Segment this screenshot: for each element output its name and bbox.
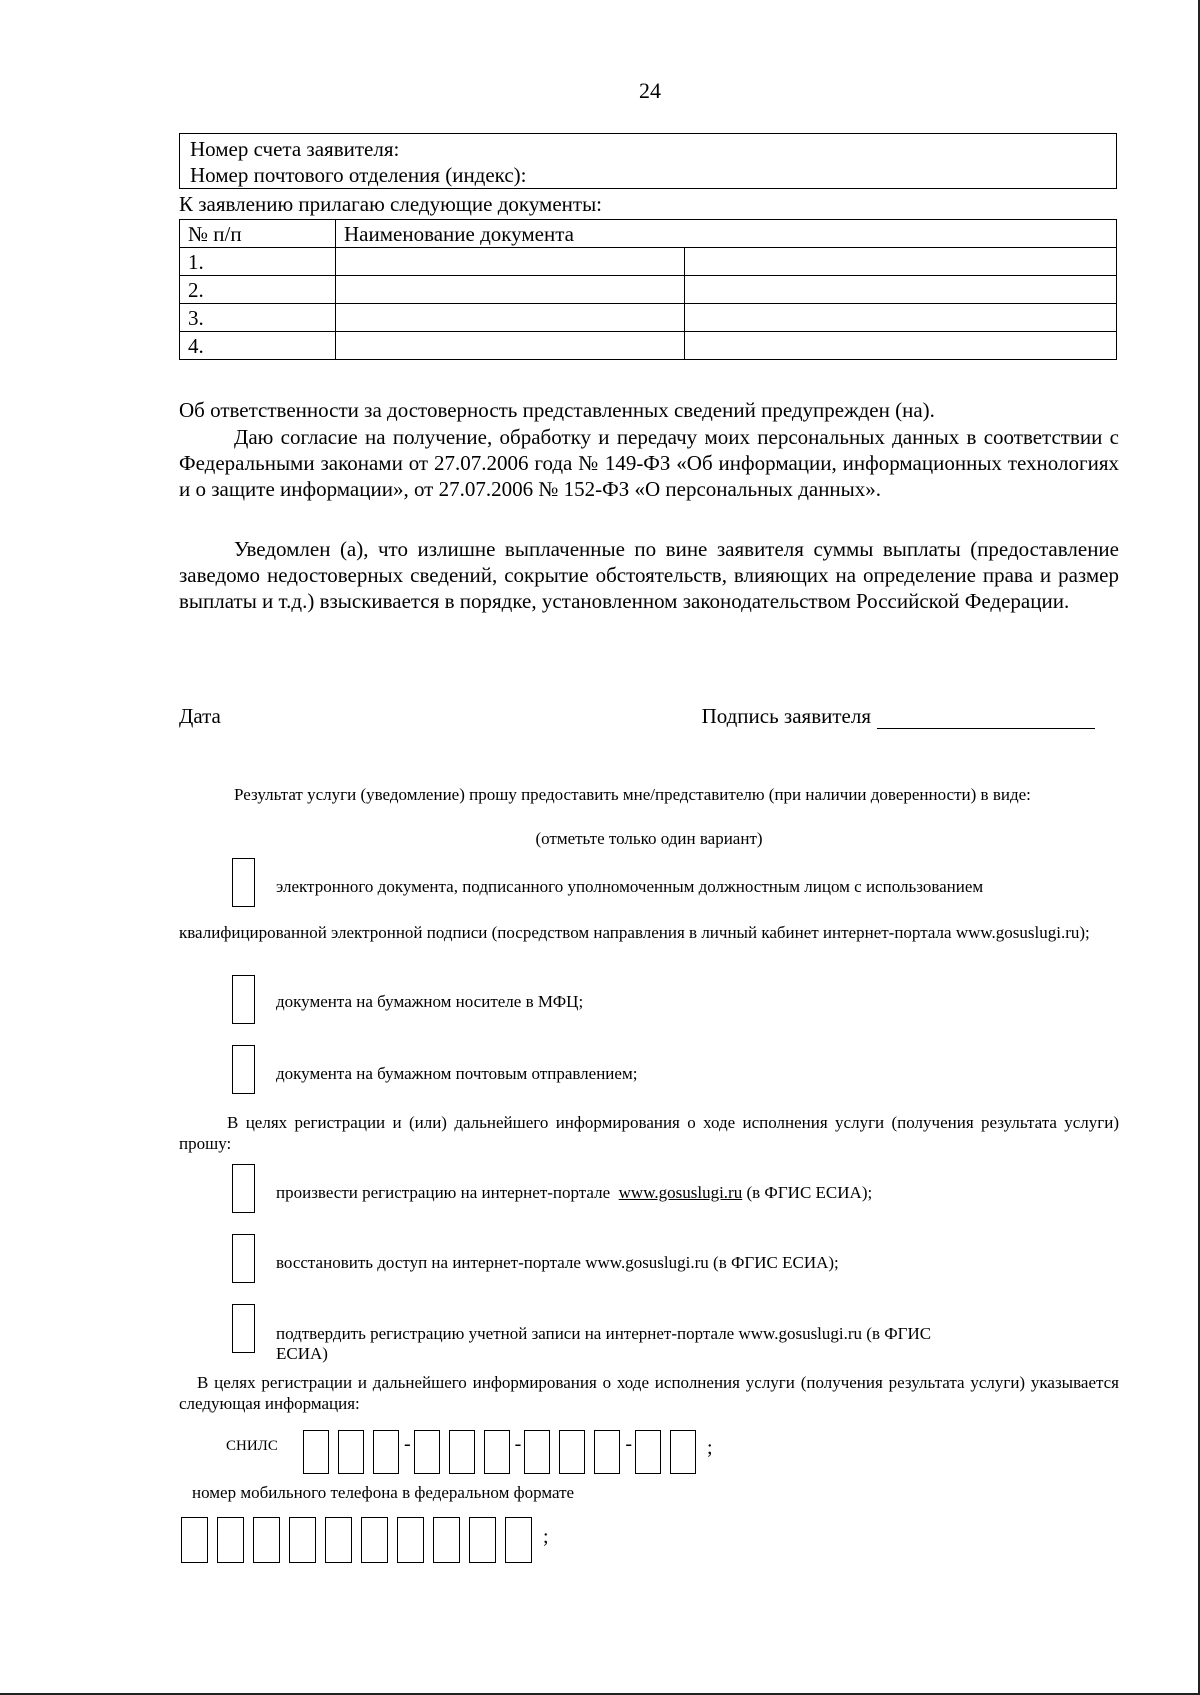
option-register-suffix: (в ФГИС ЕСИА); [746, 1183, 873, 1202]
row-number: 2. [180, 276, 336, 304]
option-register [276, 1182, 872, 1203]
phone-digit-cell[interactable] [289, 1517, 316, 1563]
option-restore: восстановить доступ на интернет-портале www.gosuslugi.ru (в ФГИС ЕСИА); [276, 1253, 839, 1272]
attachments-label: К заявлению прилагаю следующие документы: [179, 192, 603, 216]
phone-digit-cell[interactable] [361, 1517, 388, 1563]
row-number: 3. [180, 304, 336, 332]
option-confirm-line1: подтвердить регистрацию учетной записи на интернет-портале www.gosuslugi.ru (в ФГИС [276, 1324, 932, 1343]
snils-separator: - [404, 1433, 411, 1455]
table-row [180, 304, 1117, 332]
phone-label: номер мобильного телефона в федеральном формате [192, 1483, 575, 1502]
document-name-cell[interactable] [336, 276, 685, 304]
document-name-cell[interactable] [336, 248, 685, 276]
phone-digit-cell[interactable] [469, 1517, 496, 1563]
snils-digit-cell[interactable] [594, 1430, 620, 1474]
snils-digit-cell[interactable] [449, 1430, 475, 1474]
applicant-info-box [179, 133, 1117, 189]
option-electronic-line1: электронного документа, подписанного уполномоченным должностным лицом с использованием [276, 877, 984, 896]
snils-digit-cell[interactable] [338, 1430, 364, 1474]
document-name-cell[interactable] [336, 332, 685, 360]
single-option-hint: (отметьте только один вариант) [535, 829, 763, 848]
phone-digit-cell[interactable] [325, 1517, 352, 1563]
info-intro: В целях регистрации и дальнейшего информирования о ходе исполнения услуги (получения результата услуги) указывается следующая информация: [179, 1373, 1119, 1413]
mfc-paper-checkbox[interactable] [232, 975, 255, 1024]
phone-digit-cell[interactable] [253, 1517, 280, 1563]
date-label: Дата [179, 704, 221, 728]
result-intro: Результат услуги (уведомление) прошу предоставить мне/представителю (при наличии доверенности) в виде: [234, 785, 1031, 804]
notification-paragraph: Уведомлен (а), что излишне выплаченные по вине заявителя суммы выплаты (предоставление заведомо недостоверных сведений, сокрытие обстоятельств, влияющих на определение права и размер выплаты и т.д.) взыскивается в порядке, установленном законодательством Российской Федерации. [179, 537, 1119, 613]
signature-field [702, 703, 1095, 729]
document-extra-cell[interactable] [685, 276, 1117, 304]
page-number: 24 [639, 78, 661, 103]
snils-digit-cell[interactable] [670, 1430, 696, 1474]
option-register-text: произвести регистрацию на интернет-портале [276, 1183, 611, 1202]
phone-digit-cell[interactable] [181, 1517, 208, 1563]
snils-digit-cell[interactable] [414, 1430, 440, 1474]
document-extra-cell[interactable] [685, 304, 1117, 332]
responsibility-statement: Об ответственности за достоверность представленных сведений предупрежден (на). [179, 398, 935, 422]
signature-label: Подпись заявителя [701, 704, 871, 728]
phone-digit-cell[interactable] [397, 1517, 424, 1563]
snils-digit-cell[interactable] [635, 1430, 661, 1474]
option-confirm-line2: ЕСИА) [276, 1344, 328, 1363]
document-extra-cell[interactable] [685, 248, 1117, 276]
phone-digit-cell[interactable] [433, 1517, 460, 1563]
electronic-document-checkbox[interactable] [232, 858, 255, 907]
post-paper-checkbox[interactable] [232, 1045, 255, 1094]
row-number: 4. [180, 332, 336, 360]
snils-terminator: ; [707, 1437, 713, 1459]
col-number-header: № п/п [180, 220, 336, 248]
row-number: 1. [180, 248, 336, 276]
snils-separator: - [514, 1433, 522, 1455]
confirm-registration-checkbox[interactable] [232, 1304, 255, 1353]
col-name-header: Наименование документа [336, 220, 1117, 248]
table-row [180, 248, 1117, 276]
snils-digit-cell[interactable] [559, 1430, 585, 1474]
document-name-cell[interactable] [336, 304, 685, 332]
option-electronic-line2: квалифицированной электронной подписи (посредством направления в личный кабинет интернет-портала www.gosuslugi.ru); [179, 923, 1090, 942]
phone-input[interactable] [181, 1513, 549, 1563]
snils-separator: - [625, 1433, 633, 1455]
table-row [180, 332, 1117, 360]
attachments-table [179, 219, 1117, 360]
phone-digit-cell[interactable] [217, 1517, 244, 1563]
option-mfc: документа на бумажном носителе в МФЦ; [276, 992, 584, 1011]
phone-digit-cell[interactable] [505, 1517, 532, 1563]
snils-digit-cell[interactable] [373, 1430, 399, 1474]
consent-paragraph: Даю согласие на получение, обработку и передачу моих персональных данных в соответствии с Федеральными законами от 27.07.2006 года № 149-ФЗ «Об информации, информационных технологиях и о защите информации», от 27.07.2006 № 152-ФЗ «О персональных данных». [179, 425, 1119, 501]
signature-line[interactable] [877, 708, 1095, 729]
table-row [180, 276, 1117, 304]
snils-digit-cell[interactable] [303, 1430, 329, 1474]
gosuslugi-link[interactable]: www.gosuslugi.ru [618, 1183, 743, 1202]
register-checkbox[interactable] [232, 1164, 255, 1213]
snils-digit-cell[interactable] [524, 1430, 550, 1474]
document-extra-cell[interactable] [685, 332, 1117, 360]
account-number-label: Номер счета заявителя: [190, 137, 400, 161]
option-post: документа на бумажном почтовым отправлением; [276, 1064, 638, 1083]
registration-intro: В целях регистрации и (или) дальнейшего информирования о ходе исполнения услуги (получения результата услуги) прошу: [179, 1113, 1119, 1153]
snils-label: СНИЛС [226, 1438, 278, 1454]
table-header-row [180, 220, 1117, 248]
snils-input[interactable] [303, 1424, 713, 1474]
restore-access-checkbox[interactable] [232, 1234, 255, 1283]
postal-index-label: Номер почтового отделения (индекс): [190, 163, 527, 187]
phone-terminator: ; [543, 1526, 549, 1548]
snils-digit-cell[interactable] [484, 1430, 510, 1474]
